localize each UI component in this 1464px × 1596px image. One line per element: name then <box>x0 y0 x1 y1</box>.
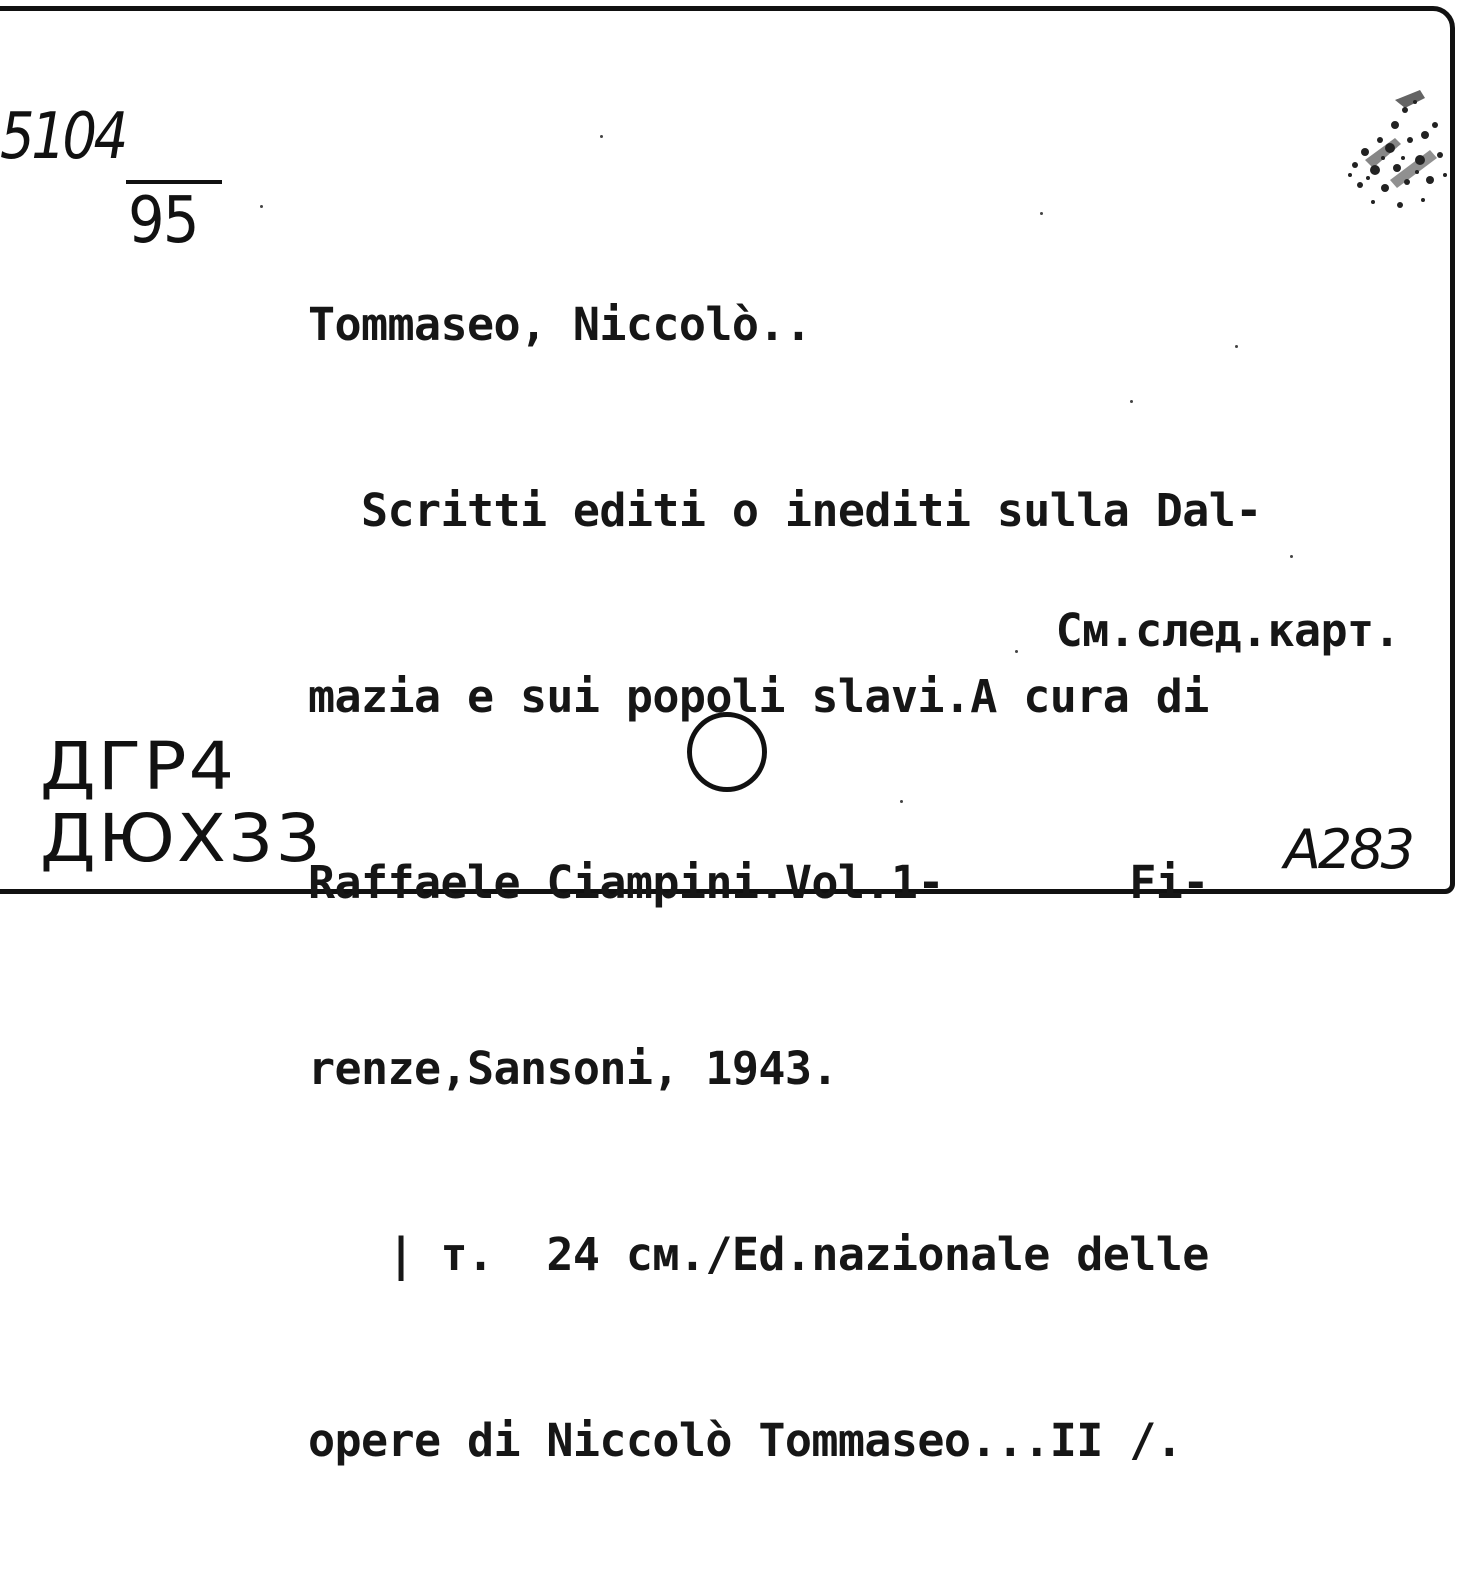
bib-line: mazia e sui popoli slavi.A cura di <box>308 670 1209 723</box>
paper-speck <box>900 800 903 803</box>
ink-stamp-icon <box>1335 80 1450 220</box>
shelf-mark-bottom: 95 <box>128 184 198 258</box>
bib-line: Scritti editi o inediti sulla Dal- <box>308 484 1262 537</box>
paper-speck <box>1130 400 1133 403</box>
continuation-note: См.след.карт. <box>1055 604 1400 657</box>
location-code-1: ДГР4 <box>40 728 237 805</box>
bibliographic-description <box>308 170 1262 1596</box>
paper-speck <box>600 135 603 138</box>
circle-hole-icon <box>687 712 767 792</box>
bib-line: opere di Niccolò Tommaseo...II /. <box>308 1414 1183 1467</box>
paper-speck <box>1290 555 1293 558</box>
shelf-mark-top: 5104 <box>0 100 125 174</box>
bib-line: | т. 24 см./Ed.nazionale delle <box>308 1228 1209 1281</box>
bib-line: Tommaseo, Niccolò.. <box>308 298 812 351</box>
location-code-2: ДЮХ33 <box>40 800 323 877</box>
paper-speck <box>1040 212 1043 215</box>
bib-line: renze,Sansoni, 1943. <box>308 1042 838 1095</box>
paper-speck <box>1015 650 1018 653</box>
paper-speck <box>1235 345 1238 348</box>
bib-line: Raffaele Ciampini.Vol.1- Fi- <box>308 856 1209 909</box>
inventory-number: А283 <box>1283 818 1412 881</box>
paper-speck <box>260 205 263 208</box>
